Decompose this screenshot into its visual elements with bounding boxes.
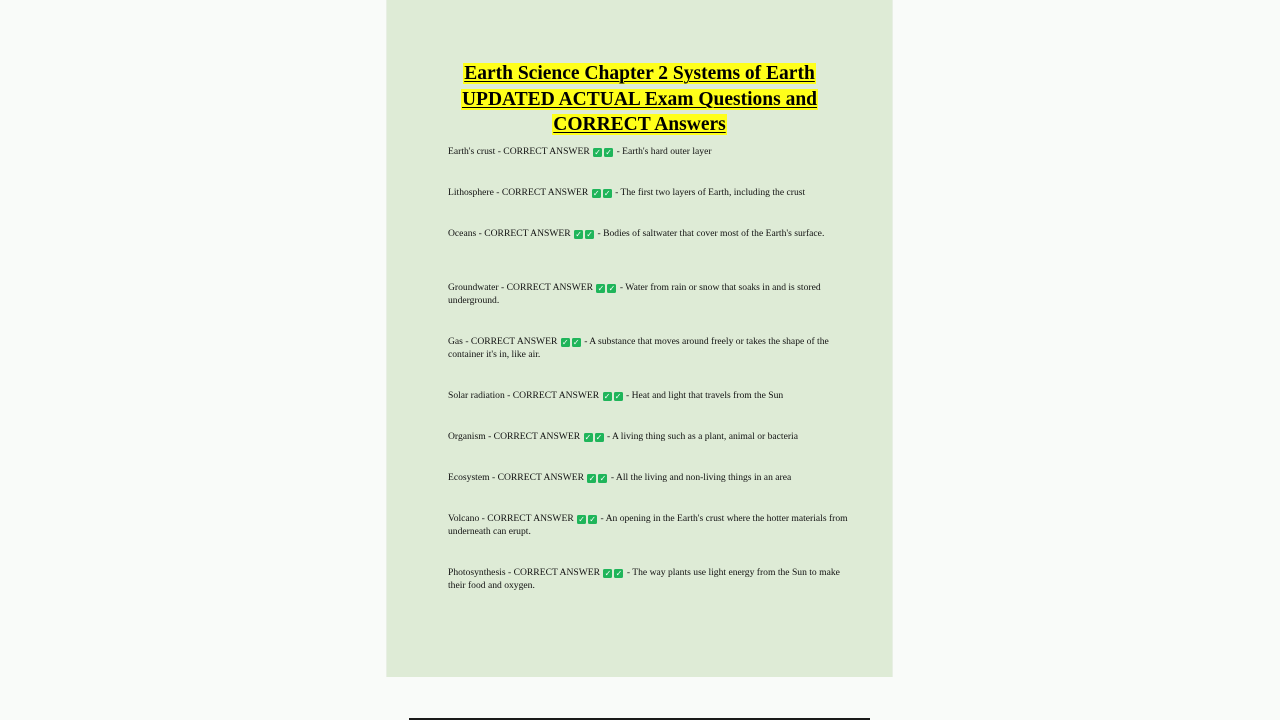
check-mark-icon: ✓ (597, 284, 605, 293)
document-title (387, 61, 892, 138)
check-mark-icon: ✓ (586, 230, 593, 239)
entry-definition: - Heat and light that travels from the Sun (626, 390, 784, 401)
entry-definition: - Water from rain or snow that soaks in and is stored underground. (448, 282, 821, 307)
title-line-3: CORRECT Answers (553, 114, 726, 135)
qa-entry: Groundwater - CORRECT ANSWER ✓ ✓ - Water from rain or snow that soaks in and is stored underground. (448, 282, 821, 307)
entry-definition: - The first two layers of Earth, including the crust (615, 187, 806, 198)
title-line-1: Earth Science Chapter 2 Systems of Earth (464, 63, 815, 84)
entry-definition: - All the living and non-living things in an area (610, 472, 792, 483)
qa-entry: Earth's crust - CORRECT ANSWER ✓ ✓ - Earth's hard outer layer (448, 146, 712, 157)
answer-label: CORRECT ANSWER (487, 513, 574, 524)
check-mark-icon: ✓ (572, 338, 580, 347)
answer-label: CORRECT ANSWER (497, 472, 585, 483)
entry-term: Earth's crust (448, 146, 496, 157)
check-mark-icon: ✓ (588, 474, 596, 483)
entry-definition: - Bodies of saltwater that cover most of the Earth's surface. (597, 228, 825, 239)
check-mark-icon: ✓ (561, 338, 569, 347)
answer-label: CORRECT ANSWER (512, 390, 600, 401)
answer-label: CORRECT ANSWER (513, 567, 601, 578)
qa-entry: Lithosphere - CORRECT ANSWER ✓ ✓ - The first two layers of Earth, including the crust (448, 187, 806, 198)
check-mark-icon: ✓ (589, 515, 596, 524)
check-mark-icon: ✓ (595, 433, 603, 442)
entry-definition: - A living thing such as a plant, animal or bacteria (606, 431, 798, 442)
entry-definition: - A substance that moves around freely or takes the shape of the container it's in, like air. (448, 336, 829, 361)
check-mark-icon: ✓ (603, 189, 611, 198)
check-mark-icon: ✓ (614, 392, 622, 401)
check-mark-icon: ✓ (615, 569, 623, 578)
check-mark-icon: ✓ (599, 474, 607, 483)
check-mark-icon: ✓ (603, 392, 611, 401)
answer-label: CORRECT ANSWER (503, 146, 590, 157)
answer-label: CORRECT ANSWER (506, 282, 594, 293)
entry-term: Organism (448, 431, 486, 442)
answer-label: CORRECT ANSWER (493, 431, 581, 442)
entry-term: Ecosystem (448, 472, 490, 483)
check-mark-icon: ✓ (584, 433, 592, 442)
check-mark-icon: ✓ (608, 284, 616, 293)
entry-term: Solar radiation (448, 390, 505, 401)
qa-entry: Solar radiation - CORRECT ANSWER ✓ ✓ - Heat and light that travels from the Sun (448, 390, 784, 401)
check-mark-icon: ✓ (604, 569, 612, 578)
check-mark-icon: ✓ (605, 148, 612, 157)
answer-label: CORRECT ANSWER (501, 187, 589, 198)
answer-label: CORRECT ANSWER (470, 336, 558, 347)
qa-entry: Gas - CORRECT ANSWER ✓ ✓ - A substance that moves around freely or takes the shape of the container it's in, like air. (448, 336, 829, 361)
entry-term: Gas (448, 336, 463, 347)
check-mark-icon: ✓ (592, 189, 600, 198)
entry-definition: - The way plants use light energy from the Sun to make their food and oxygen. (448, 567, 840, 592)
entry-term: Groundwater (448, 282, 499, 293)
qa-entry: Photosynthesis - CORRECT ANSWER ✓ ✓ - The way plants use light energy from the Sun to make their food and oxygen. (448, 567, 840, 592)
entry-term: Oceans (448, 228, 477, 239)
check-mark-icon: ✓ (575, 230, 582, 239)
document-page (386, 0, 893, 677)
qa-entry: Oceans - CORRECT ANSWER ✓ ✓ - Bodies of saltwater that cover most of the Earth's surface. (448, 228, 825, 239)
check-mark-icon: ✓ (578, 515, 585, 524)
qa-entry: Volcano - CORRECT ANSWER ✓ ✓ - An opening in the Earth's crust where the hotter materials from underneath can erupt. (448, 513, 848, 538)
entry-definition: - An opening in the Earth's crust where the hotter materials from underneath can erupt. (448, 513, 848, 538)
entry-definition: - Earth's hard outer layer (616, 146, 712, 157)
check-mark-icon: ✓ (594, 148, 601, 157)
entry-term: Volcano (448, 513, 480, 524)
title-line-2: UPDATED ACTUAL Exam Questions and (461, 88, 818, 110)
entry-term: Photosynthesis (448, 567, 506, 578)
qa-entry: Organism - CORRECT ANSWER ✓ ✓ - A living thing such as a plant, animal or bacteria (448, 431, 798, 442)
entry-term: Lithosphere (448, 187, 494, 198)
qa-entry: Ecosystem - CORRECT ANSWER ✓ ✓ - All the living and non-living things in an area (448, 472, 792, 483)
answer-label: CORRECT ANSWER (484, 228, 571, 239)
